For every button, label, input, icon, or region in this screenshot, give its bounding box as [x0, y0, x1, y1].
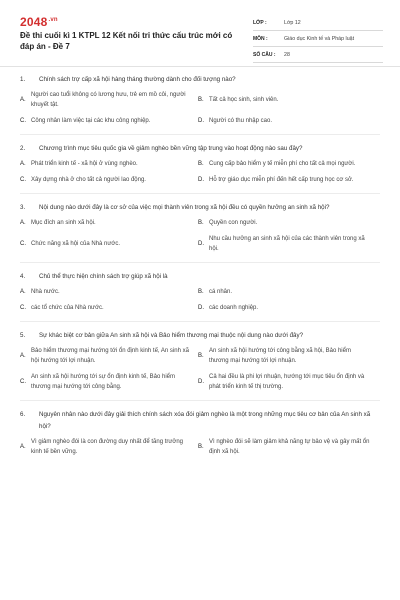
question-divider	[20, 262, 380, 263]
answer-option-b[interactable]: B. Tất cả học sinh, sinh viên.	[198, 97, 279, 103]
answer-option-d[interactable]: D. các doanh nghiệp.	[198, 305, 259, 311]
answer-option-a[interactable]: A. Người cao tuổi không có lương hưu, trẻ em mồ côi, người khuyết tật.	[20, 92, 186, 108]
answer-option-c[interactable]: C. An sinh xã hội hướng tới sự ổn định kinh tế, Bảo hiểm thương mại hướng tới công bằng.	[20, 374, 175, 390]
question-6	[0, 409, 400, 457]
meta-value: Giáo dục Kinh tế và Pháp luật	[284, 35, 355, 42]
answer-option-a[interactable]: A. Vì giảm nghèo đói là con đường duy nhất để tăng trưởng kinh tế bền vững.	[20, 439, 184, 455]
answer-option-a[interactable]: A. Bảo hiểm thương mại hướng tới ổn định kinh tế, An sinh xã hội hướng tới lợi nhuận.	[20, 348, 189, 364]
question-number: 4.	[20, 273, 26, 280]
meta-label: SỐ CÂU :	[253, 51, 276, 58]
answer-option-c[interactable]: C. Chức năng xã hội của Nhà nước.	[20, 241, 121, 247]
meta-row-class	[253, 15, 383, 31]
answer-options	[20, 287, 380, 313]
answer-option-b[interactable]: B. Vì nghèo đói sẽ làm giảm khả năng tự bảo vệ và gây mất ổn định xã hội.	[198, 439, 370, 455]
question-4	[0, 271, 400, 322]
meta-value: 28	[284, 51, 290, 58]
question-divider	[20, 134, 380, 135]
question-text: Chủ thể thực hiện chính sách trợ giúp xã hội là	[39, 273, 168, 280]
answer-option-d[interactable]: D. Cả hai đều là phi lợi nhuận, hướng tới mục tiêu ổn định và phát triển kinh tế thị trường.	[198, 374, 365, 390]
answer-option-b[interactable]: B. Cung cấp bảo hiểm y tế miễn phí cho tất cả mọi người.	[198, 161, 356, 167]
answer-option-d[interactable]: D. Nhu cầu hưởng an sinh xã hội của các thành viên trong xã hội.	[198, 236, 365, 252]
question-text: Sự khác biệt cơ bản giữa An sinh xã hội và Bảo hiểm thương mại thuộc nội dung nào dưới đây?	[39, 332, 304, 339]
answer-option-a[interactable]: A. Phát triển kinh tế - xã hội ở vùng nghèo.	[20, 161, 138, 167]
answer-option-b[interactable]: B. An sinh xã hội hướng tới công bằng xã hội, Bảo hiểm thương mại hướng tới lợi nhuận.	[198, 348, 351, 364]
answer-option-b[interactable]: B. Quyền con người.	[198, 220, 258, 226]
question-divider	[20, 321, 380, 322]
meta-row-count	[253, 47, 383, 63]
question-number: 2.	[20, 145, 26, 152]
question-text: Chính sách trợ cấp xã hội hàng tháng thường dành cho đối tượng nào?	[39, 76, 236, 83]
question-number: 3.	[20, 204, 26, 211]
question-text: Nội dung nào dưới đây là cơ sở của việc mọi thành viên trong xã hội đều có quyền hưởng an sinh xã hội?	[39, 204, 330, 211]
answer-options	[20, 159, 380, 185]
question-list	[0, 74, 400, 457]
page-header	[0, 0, 400, 66]
answer-option-a[interactable]: A. Nhà nước.	[20, 289, 60, 295]
answer-options	[20, 218, 380, 254]
question-number: 5.	[20, 332, 26, 339]
meta-label: LỚP :	[253, 19, 267, 26]
answer-option-d[interactable]: D. Người có thu nhập cao.	[198, 118, 272, 124]
question-2	[0, 143, 400, 194]
exam-meta	[253, 15, 383, 63]
meta-value: Lớp 12	[284, 19, 301, 26]
question-number: 1.	[20, 76, 26, 83]
meta-label: MÔN :	[253, 35, 268, 42]
answer-option-c[interactable]: C. Công nhân làm việc tại các khu công nghiệp.	[20, 118, 151, 124]
meta-row-subject	[253, 31, 383, 47]
answer-option-c[interactable]: C. Xây dựng nhà ở cho tất cả người lao động.	[20, 177, 146, 183]
answer-option-c[interactable]: C. các tổ chức của Nhà nước.	[20, 305, 104, 311]
question-3	[0, 202, 400, 263]
answer-options	[20, 346, 380, 392]
question-number: 6.	[20, 411, 26, 418]
header-divider	[0, 66, 400, 67]
answer-options	[20, 437, 380, 457]
question-1	[0, 74, 400, 135]
question-divider	[20, 193, 380, 194]
question-text: Nguyên nhân nào dưới đây giải thích chính sách xóa đói giảm nghèo là một trong những mục tiêu cơ bản của An sinh xã hội?	[39, 411, 371, 430]
question-text: Chương trình mục tiêu quốc gia về giảm nghèo bền vững tập trung vào hoạt động nào sau đây?	[39, 145, 303, 152]
answer-option-d[interactable]: D. Hỗ trợ giáo dục miễn phí đến hết cấp trung học cơ sở.	[198, 177, 354, 183]
question-divider	[20, 400, 380, 401]
answer-option-a[interactable]: A. Mục đích an sinh xã hội.	[20, 220, 96, 226]
answer-option-b[interactable]: B. cá nhân.	[198, 289, 233, 295]
answer-options	[20, 90, 380, 126]
question-5	[0, 330, 400, 401]
site-logo[interactable]: $2048^{.vn}$	[20, 15, 58, 29]
exam-title: Đề thi cuối kì 1 KTPL 12 Kết nối tri thức cấu trúc mới có đáp án - Đề 7	[20, 31, 233, 51]
